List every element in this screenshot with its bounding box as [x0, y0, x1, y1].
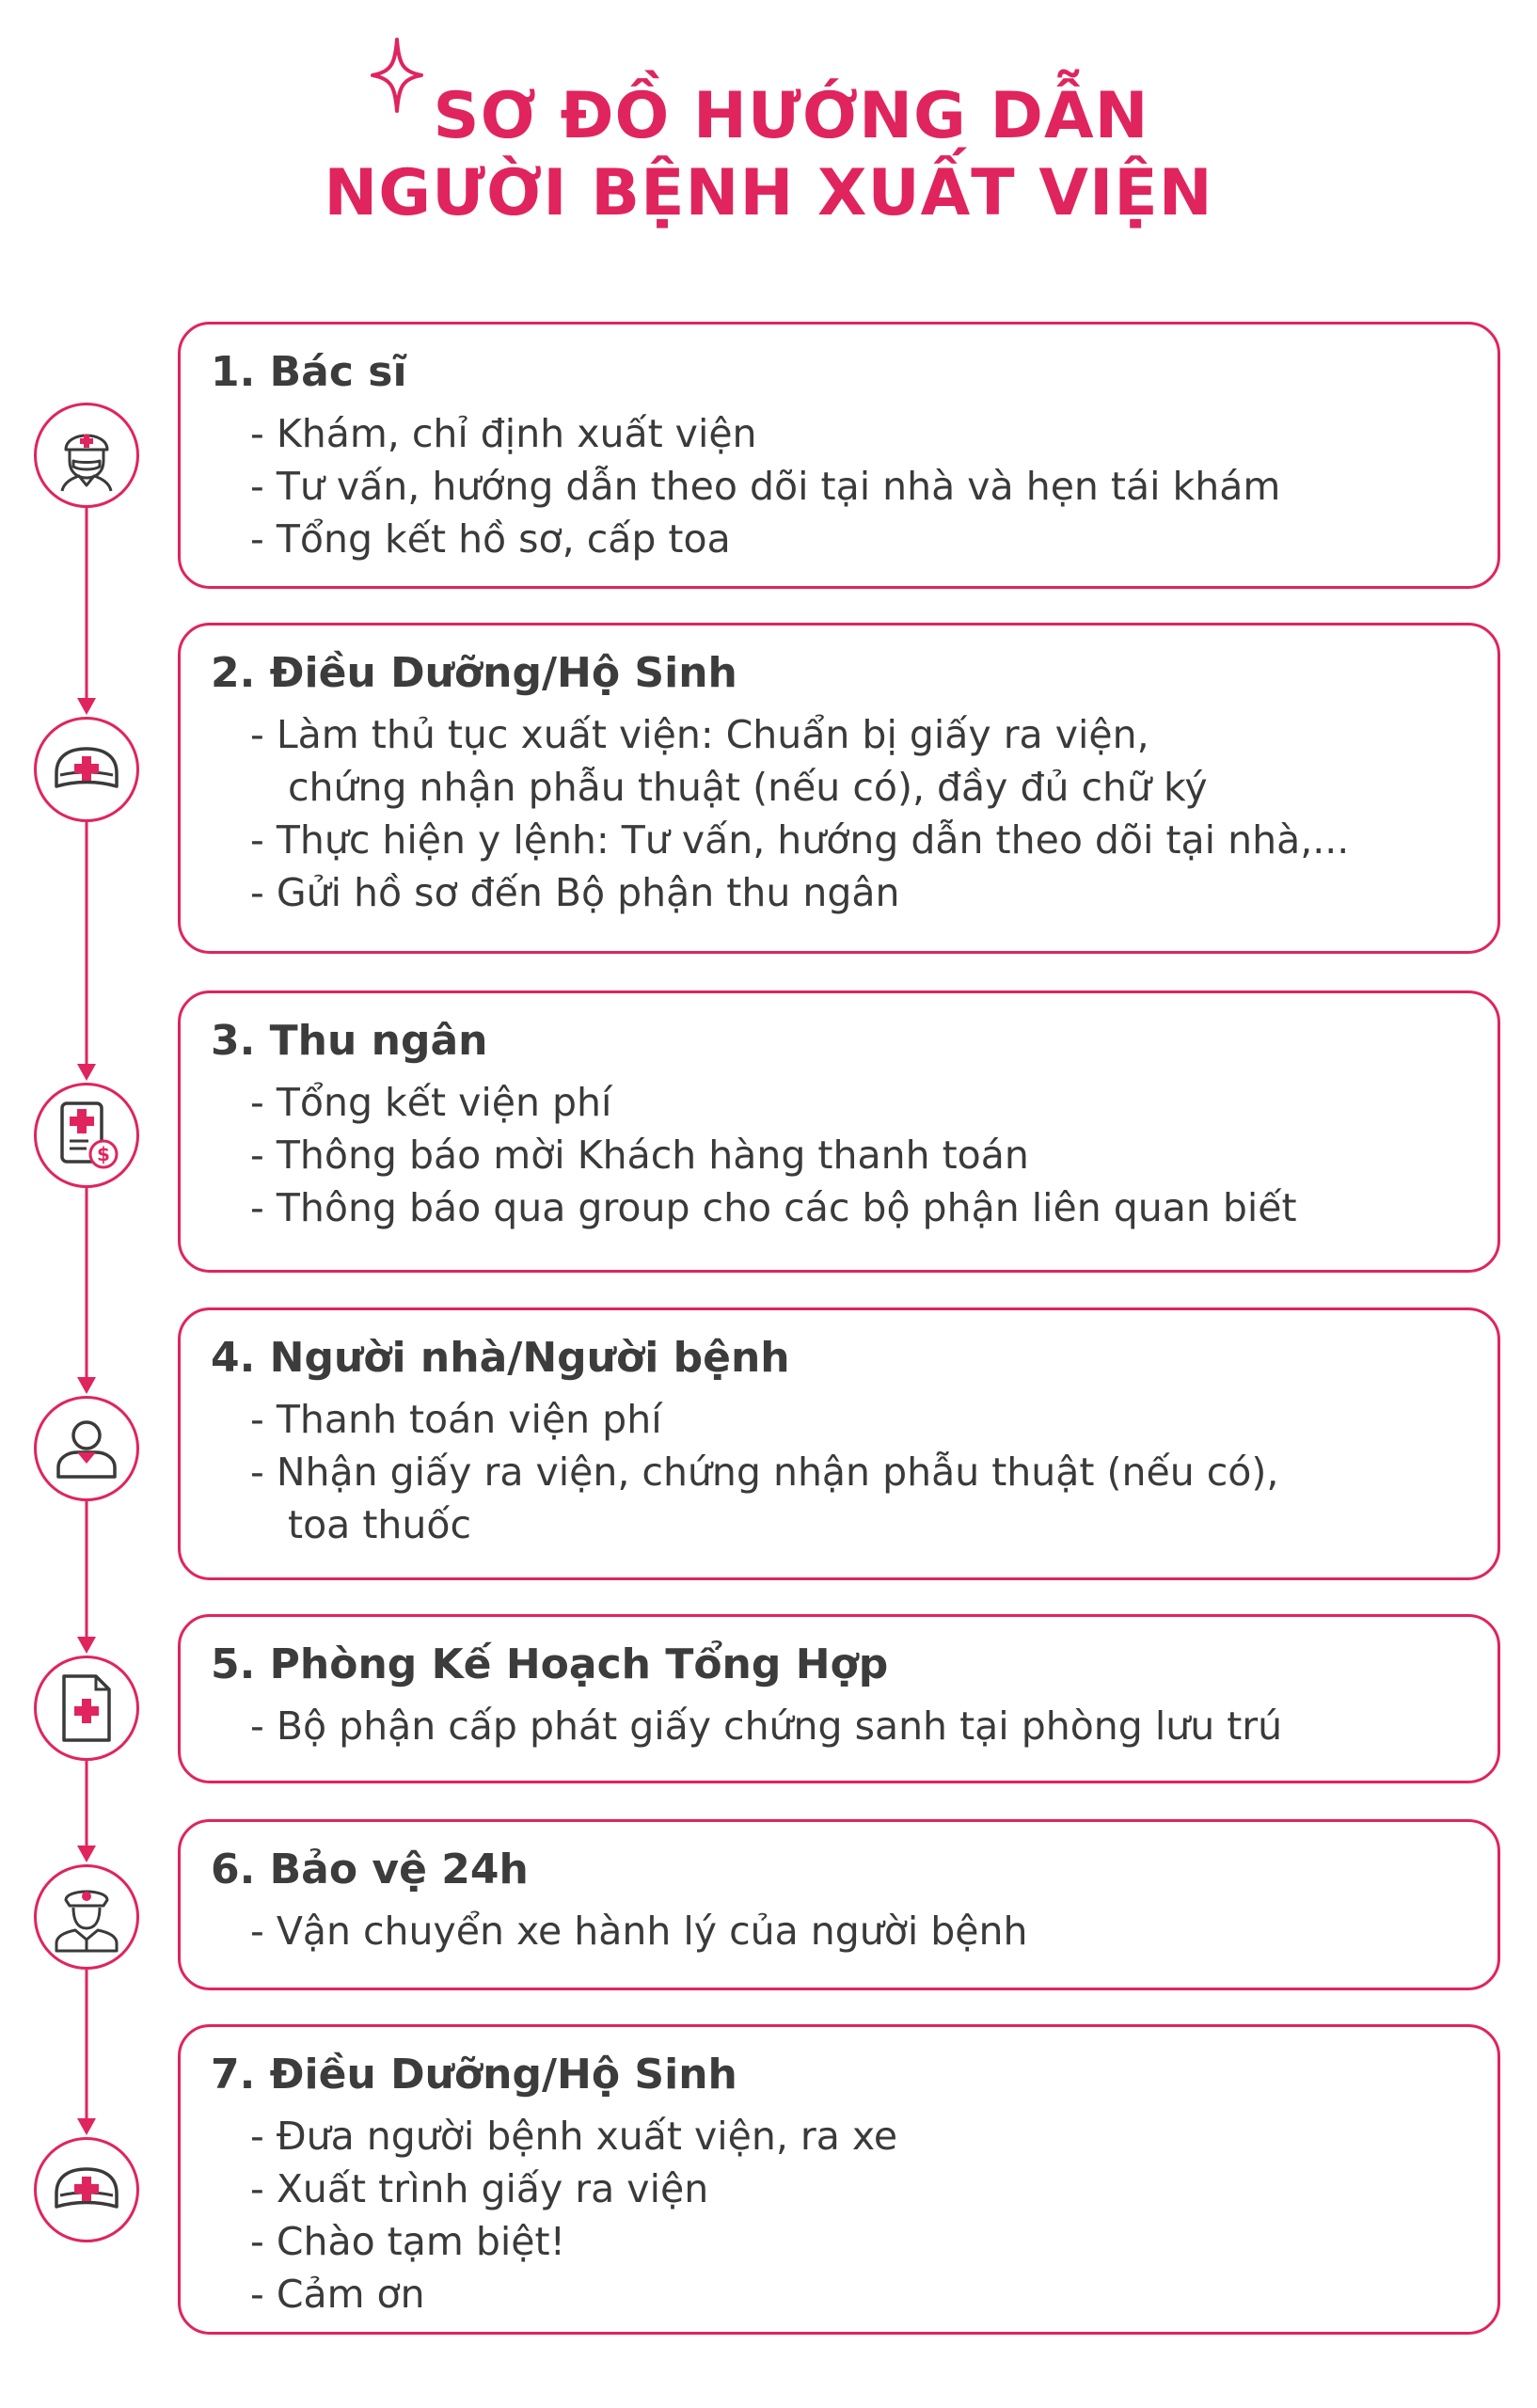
step-4-title: 4. Người nhà/Người bệnh — [211, 1334, 790, 1382]
step-card-3 — [178, 990, 1500, 1273]
step-6-title: 6. Bảo vệ 24h — [211, 1846, 529, 1893]
list-item: - Thực hiện y lệnh: Tư vấn, hướng dẫn theo dõi tại nhà,... — [250, 817, 1350, 863]
step-2-title: 2. Điều Dưỡng/Hộ Sinh — [211, 649, 737, 697]
medical-bill-icon — [49, 1098, 124, 1173]
list-item: - Tư vấn, hướng dẫn theo dõi tại nhà và hẹn tái khám — [250, 464, 1281, 509]
list-item: - Cảm ơn — [250, 2272, 425, 2317]
arrow-icon — [77, 1637, 96, 1654]
arrow-icon — [77, 698, 96, 715]
page-title-line-1: SƠ ĐỒ HƯỚNG DẪN — [433, 79, 1149, 153]
list-item: - Thông báo qua group cho các bộ phận liên quan biết — [250, 1185, 1297, 1230]
list-item: - Tổng kết hồ sơ, cấp toa — [250, 516, 731, 562]
step-1-list — [211, 407, 1469, 565]
step-3-title: 3. Thu ngân — [211, 1017, 488, 1065]
list-item: toa thuốc — [288, 1502, 471, 1547]
medical-document-icon — [49, 1671, 124, 1746]
step-1-icon-circle — [34, 403, 139, 508]
step-7-list — [211, 2110, 1469, 2321]
step-5-list — [211, 1700, 1469, 1752]
list-item: - Bộ phận cấp phát giấy chứng sanh tại phòng lưu trú — [250, 1703, 1283, 1749]
arrow-icon — [77, 1846, 96, 1862]
step-card-2 — [178, 623, 1500, 954]
arrow-icon — [77, 1064, 96, 1081]
list-item: - Chào tạm biệt! — [250, 2219, 566, 2264]
step-2-icon-circle — [34, 717, 139, 822]
step-3-icon-circle — [34, 1083, 139, 1188]
step-4-list — [211, 1393, 1469, 1551]
arrow-icon — [77, 1377, 96, 1394]
header — [0, 28, 1537, 263]
list-item: - Tổng kết viện phí — [250, 1080, 612, 1125]
step-card-6 — [178, 1819, 1500, 1990]
step-6-icon-circle — [34, 1864, 139, 1970]
list-item: - Đưa người bệnh xuất viện, ra xe — [250, 2114, 898, 2159]
page-title-line-2: NGƯỜI BỆNH XUẤT VIỆN — [324, 156, 1213, 230]
list-item: - Khám, chỉ định xuất viện — [250, 411, 757, 456]
arrow-icon — [77, 2118, 96, 2135]
nurse-cap-icon — [49, 732, 124, 807]
patient-icon — [49, 1411, 124, 1486]
svg-text:$: $ — [97, 1143, 110, 1165]
list-item: chứng nhận phẫu thuật (nếu có), đầy đủ chữ ký — [288, 765, 1208, 810]
step-card-4 — [178, 1307, 1500, 1580]
security-guard-icon — [49, 1879, 124, 1955]
step-3-list — [211, 1076, 1469, 1234]
nurse-cap-icon — [49, 2152, 124, 2227]
step-6-list — [211, 1905, 1469, 1957]
step-card-5 — [178, 1614, 1500, 1783]
doctor-icon — [49, 418, 124, 493]
step-7-title: 7. Điều Dưỡng/Hộ Sinh — [211, 2051, 737, 2099]
step-card-7 — [178, 2024, 1500, 2335]
step-7-icon-circle — [34, 2137, 139, 2242]
step-4-icon-circle — [34, 1396, 139, 1501]
list-item: - Vận chuyển xe hành lý của người bệnh — [250, 1909, 1028, 1954]
list-item: - Xuất trình giấy ra viện — [250, 2166, 709, 2211]
list-item: - Gửi hồ sơ đến Bộ phận thu ngân — [250, 870, 900, 915]
list-item: - Làm thủ tục xuất viện: Chuẩn bị giấy ra viện, — [250, 712, 1149, 757]
step-2-list — [211, 708, 1469, 919]
step-1-title: 1. Bác sĩ — [211, 348, 407, 396]
step-5-icon-circle — [34, 1656, 139, 1761]
list-item: - Nhận giấy ra viện, chứng nhận phẫu thuật (nếu có), — [250, 1450, 1279, 1495]
step-5-title: 5. Phòng Kế Hoạch Tổng Hợp — [211, 1640, 889, 1688]
step-card-1 — [178, 322, 1500, 589]
list-item: - Thanh toán viện phí — [250, 1397, 662, 1442]
list-item: - Thông báo mời Khách hàng thanh toán — [250, 1133, 1029, 1178]
